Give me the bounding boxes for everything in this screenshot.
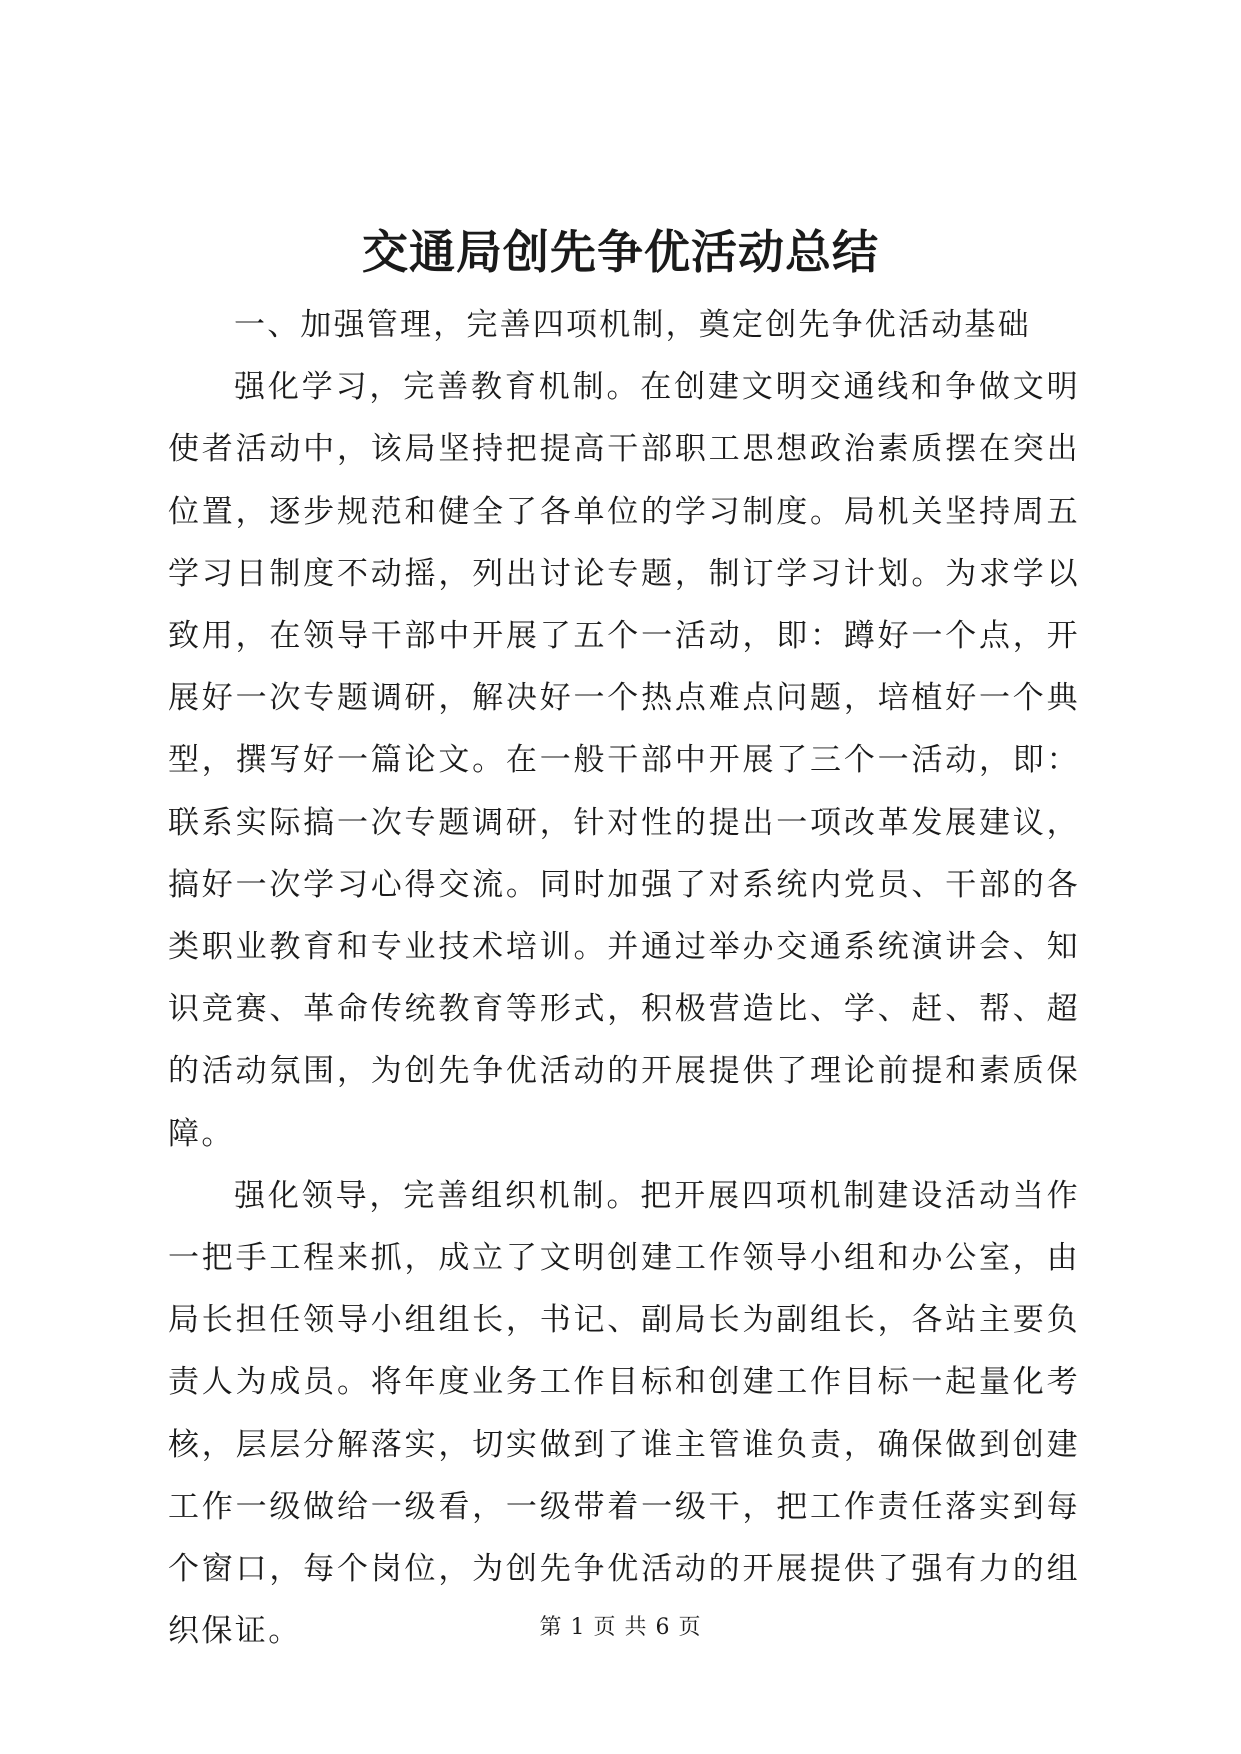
page-footer [0,1613,1241,1643]
document-body [168,294,1080,1662]
page-indicator: 第 1 页 共 6 页 [539,1615,702,1640]
document-title: 交通局创先争优活动总结 [362,225,879,279]
paragraph-organization-mechanism: 强化领导，完善组织机制。把开展四项机制建设活动当作一把手工程来抓，成立了文明创建工作领导小组和办公室，由局长担任领导小组组长，书记、副局长为副组长，各站主要负责人为成员。将年度业务工作目标和创建工作目标一起量化考核，层层分解落实，切实做到了谁主管谁负责，确保做到创建工作一级做给一级看，一级带着一级干，把工作责任落实到每个窗口，每个岗位，为创先争优活动的开展提供了强有力的组织保证。 [168,1177,1080,1650]
section-heading: 一、加强管理，完善四项机制，奠定创先争优活动基础 [234,307,1031,343]
paragraph-education-mechanism: 强化学习，完善教育机制。在创建文明交通线和争做文明使者活动中，该局坚持把提高干部职工思想政治素质摆在突出位置，逐步规范和健全了各单位的学习制度。局机关坚持周五学习日制度不动摇，列出讨论专题，制订学习计划。为求学以致用，在领导干部中开展了五个一活动，即：蹲好一个点，开展好一次专题调研，解决好一个热点难点问题，培植好一个典型，撰写好一篇论文。在一般干部中开展了三个一活动，即：联系实际搞一次专题调研，针对性的提出一项改革发展建议，搞好一次学习心得交流。同时加强了对系统内党员、干部的各类职业教育和专业技术培训。并通过举办交通系统演讲会、知识竞赛、革命传统教育等形式，积极营造比、学、赶、帮、超的活动氛围，为创先争优活动的开展提供了理论前提和素质保障。 [168,369,1080,1152]
